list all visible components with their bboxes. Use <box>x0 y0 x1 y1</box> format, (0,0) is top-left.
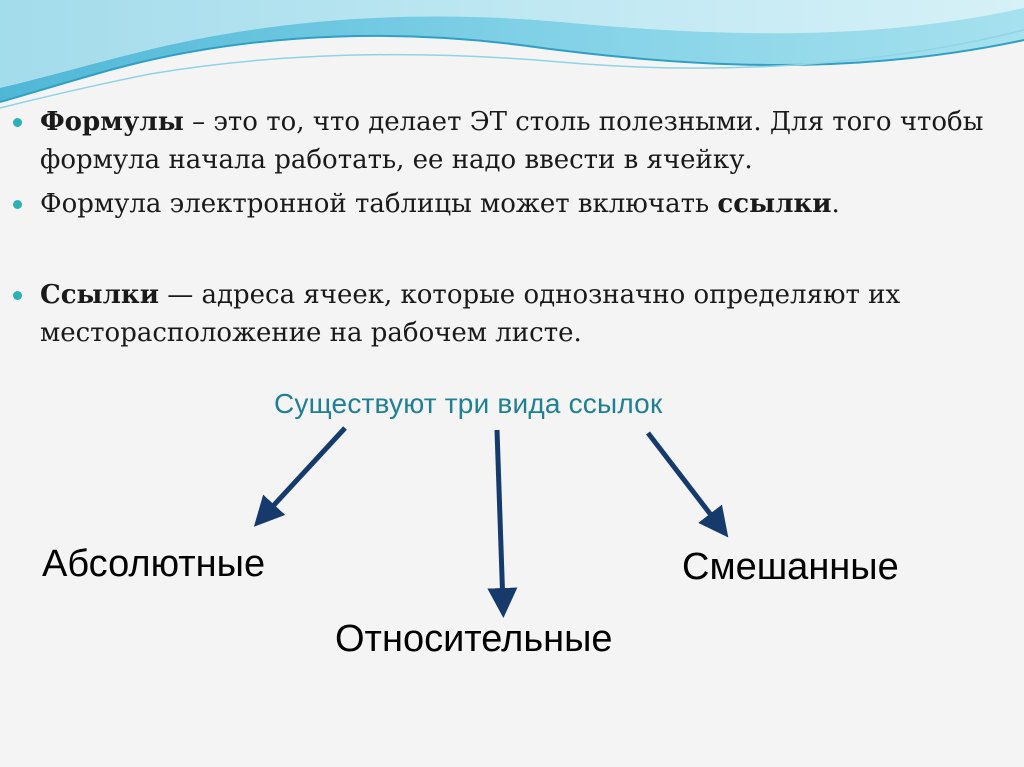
type-absolute: Абсолютные <box>42 543 266 585</box>
bullet-term: ссылки <box>717 189 832 219</box>
arrow-to-absolute-icon <box>262 428 345 518</box>
bullet-text: — адреса ячеек, которые однозначно определяют их месторасположение на рабочем листе. <box>40 280 901 348</box>
bullet-text-tail: . <box>831 189 840 219</box>
bullet-term: Формулы <box>40 107 184 137</box>
arrow-to-mixed-icon <box>648 433 721 528</box>
type-relative: Относительные <box>335 618 613 660</box>
type-mixed: Смешанные <box>682 546 899 588</box>
bullet-term: Ссылки <box>40 280 159 310</box>
diagram-title: Существуют три вида ссылок <box>274 388 663 419</box>
bullet-text: Формула электронной таблицы может включать <box>40 189 718 219</box>
arrow-to-relative-icon <box>497 430 503 606</box>
bullet-text: – это то, что делает ЭТ столь полезными. Для того чтобы формула начала работать, ее надо ввести в ячейку. <box>40 107 984 175</box>
